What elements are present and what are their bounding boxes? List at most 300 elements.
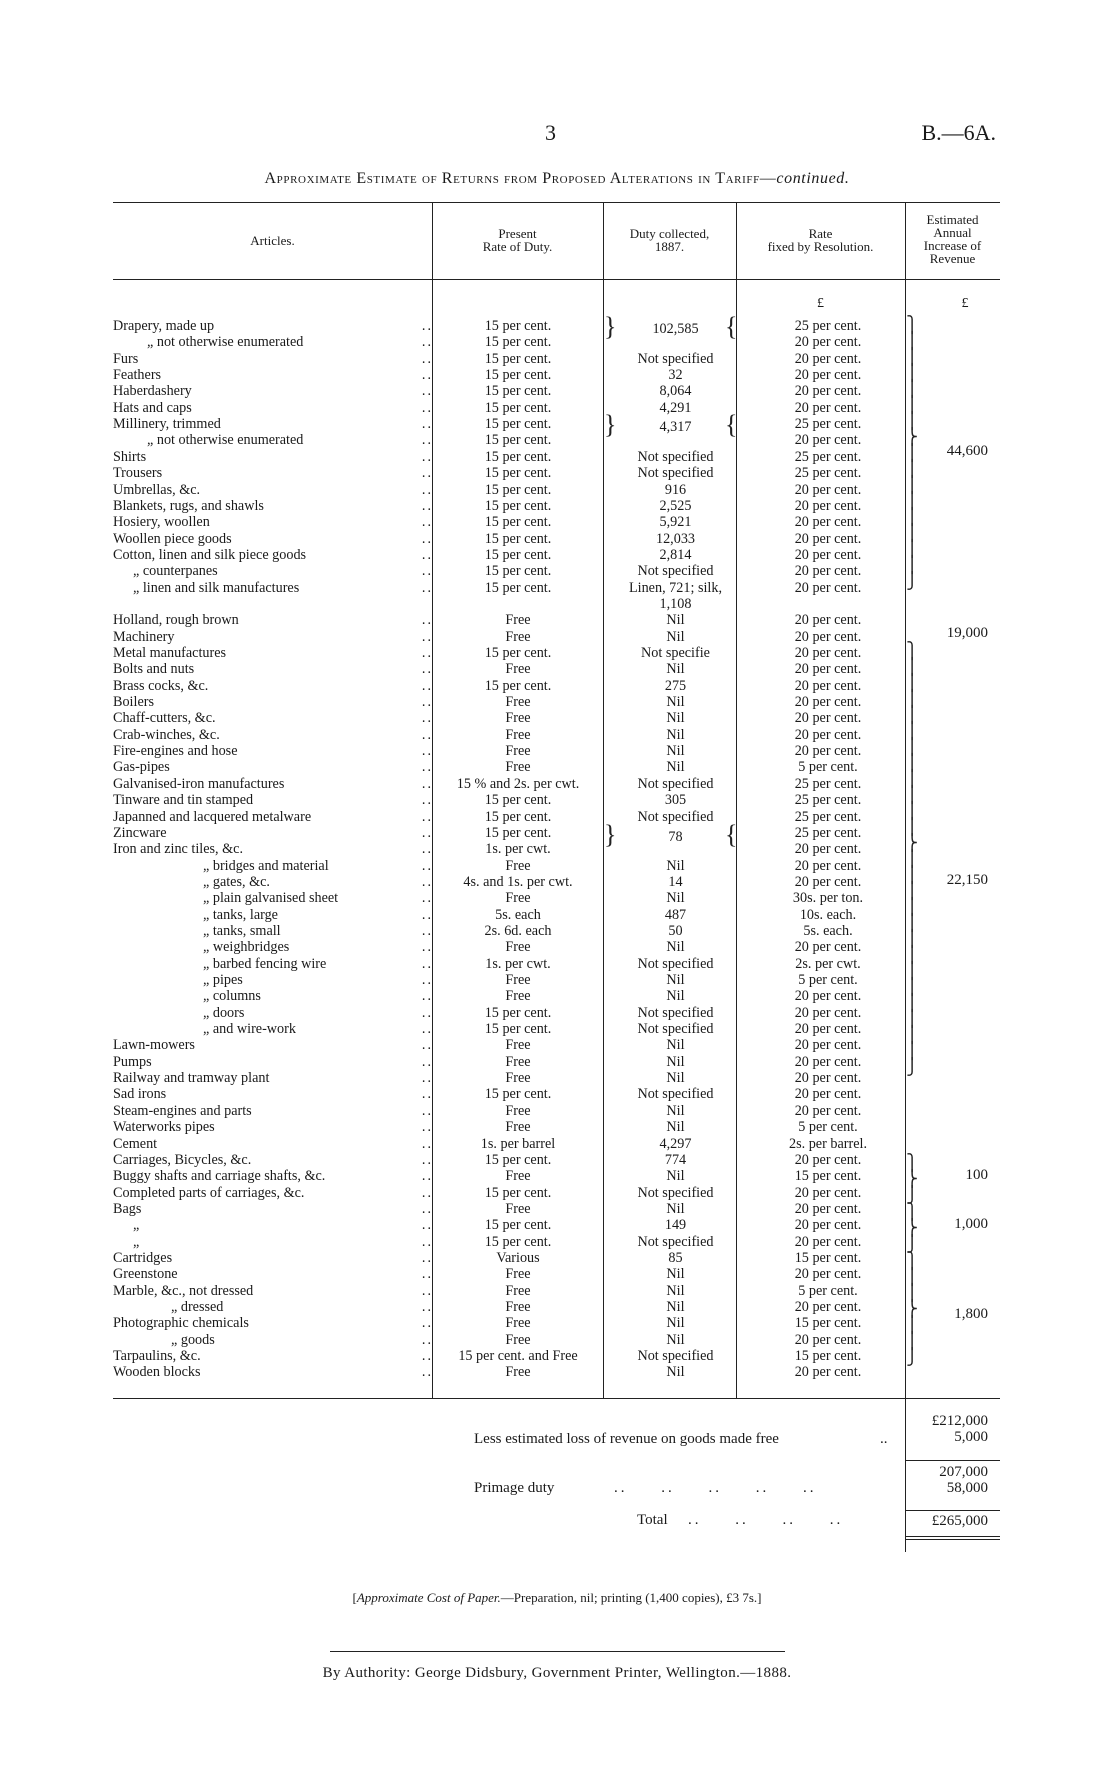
resolution-rate: 25 per cent. [794,465,862,482]
present-rate: 15 per cent. [484,1184,552,1201]
resolution-rate: 20 per cent. [794,546,862,563]
article-name: Umbrellas, &c. [113,481,201,498]
article-name: „ gates, &c. [203,873,270,890]
table-row [113,531,997,547]
resolution-rate: 20 per cent. [794,873,862,890]
present-rate: Free [505,1266,531,1283]
brace-est-5: ⎫ ⎪ ⎪ ⎬ ⎪ ⎪ ⎭ [906,1253,918,1366]
table-row [113,596,997,612]
duty-collected: Not specified [637,350,714,367]
table-row [113,1234,997,1250]
leader-dots: .. [421,661,433,678]
leader-dots: .. [421,922,433,939]
resolution-rate: 5 per cent. [798,1282,858,1299]
present-rate: Free [505,1168,531,1185]
present-rate: 15 per cent. [484,1233,552,1250]
header-present-1: Present [498,226,537,241]
present-rate: Free [505,726,531,743]
present-rate: 15 per cent. [484,808,552,825]
cost-label: Approximate Cost of Paper. [356,1590,501,1605]
article-name: Galvanised-iron manufactures [113,775,285,792]
leader-dots: .. [421,710,433,727]
total-dots: .. .. .. .. [688,1512,844,1528]
duty-collected: Nil [666,628,685,645]
table-row [113,383,997,399]
leader-dots: .. [421,1168,433,1185]
resolution-rate: 20 per cent. [794,710,862,727]
duty-collected: 5,921 [659,514,692,531]
duty-collected: Nil [666,890,685,907]
estimate-holland-machinery: 19,000 [946,625,988,641]
primage-dots: .. .. .. .. .. [614,1480,817,1496]
leader-dots: .. [421,383,433,400]
present-rate: 5s. each [495,906,541,923]
present-rate: Free [505,694,531,711]
resolution-rate: 20 per cent. [794,1364,862,1381]
article-name: Marble, &c., not dressed [113,1282,254,1299]
resolution-rate: 20 per cent. [794,579,862,596]
table-row [113,792,997,808]
page-number: 3 [545,120,556,145]
leader-dots: .. [421,497,433,514]
table-row [113,449,997,465]
resolution-rate: 20 per cent. [794,1233,862,1250]
table-row [113,1119,997,1135]
leader-dots: .. [421,1119,433,1136]
leader-dots: .. [421,448,433,465]
resolution-rate: 20 per cent. [794,1070,862,1087]
table-row [113,972,997,988]
resolution-rate: 15 per cent. [794,1249,862,1266]
duty-collected: 4,291 [659,399,692,416]
table-row [113,1021,997,1037]
leader-dots: .. [421,1233,433,1250]
leader-dots: .. [421,416,433,433]
present-rate: Free [505,972,531,988]
resolution-rate: 20 per cent. [794,1331,862,1348]
leader-dots: .. [421,939,433,956]
duty-collected: 8,064 [659,383,692,400]
header-est-3: Increase of [923,238,982,253]
article-name: Zincware [113,824,167,841]
present-rate: 15 per cent. [484,1151,552,1168]
present-rate: Free [505,759,531,776]
header-est-2: Annual [933,225,972,240]
duty-collected: Nil [666,972,685,988]
duty-collected: Nil [666,1070,685,1087]
resolution-rate: 20 per cent. [794,399,862,416]
present-rate: Free [505,612,531,629]
resolution-rate: 20 per cent. [794,563,862,580]
article-name: Railway and tramway plant [113,1070,270,1087]
total-rule-2 [905,1539,1000,1540]
resolution-rate: 15 per cent. [794,1315,862,1332]
duty-collected: Nil [666,939,685,956]
leader-dots: .. [421,1299,433,1315]
leader-dots: .. [421,694,433,711]
leader-dots: .. [421,1282,433,1299]
table-row [113,1086,997,1102]
estimate-carriage-parts: 100 [965,1167,988,1183]
leader-dots: .. [421,432,433,449]
resolution-rate: 20 per cent. [794,677,862,694]
duty-collected: Not specified [637,1233,714,1250]
article-name: Completed parts of carriages, &c. [113,1184,305,1201]
duty-collected: 32 [668,367,683,384]
present-rate: 15 per cent. [484,546,552,563]
leader-dots: .. [421,1070,433,1087]
leader-dots: .. [421,873,433,890]
cost-text: —Preparation, nil; printing (1,400 copies), £3 7s. [500,1590,758,1605]
duty-collected: Nil [666,1364,685,1381]
present-rate: 15 per cent. [484,563,552,580]
leader-dots: .. [421,890,433,907]
brace-duty-2b: { [725,410,738,439]
estimate-bags: 1,000 [954,1216,988,1232]
brace-duty-1b: { [725,312,738,341]
table-row [113,809,997,825]
brace-est-1: ⎫ ⎪ ⎪ ⎪ ⎪ ⎪ ⎪ ⎬ ⎪ ⎪ ⎪ ⎪ ⎪ ⎪ ⎪ ⎪ ⎭ [906,317,918,590]
article-name: „ goods [171,1331,215,1348]
leader-dots: .. [421,530,433,547]
leader-dots: .. [421,612,433,629]
duty-collected: 85 [668,1249,683,1266]
duty-collected: 12,033 [655,530,695,547]
leader-dots: .. [421,1021,433,1038]
table-row [113,563,997,579]
brace-duty-2: } [604,410,617,439]
leader-dots: .. [421,1135,433,1152]
duty-collected: Nil [666,1053,685,1070]
duty-collected: Linen, 721; silk, [628,579,722,596]
present-rate: 15 per cent. [484,1021,552,1038]
article-name: „ weighbridges [203,939,290,956]
resolution-rate: 20 per cent. [794,988,862,1005]
article-name: „ tanks, large [203,906,278,923]
article-name: „ linen and silk manufactures [133,579,300,596]
present-rate: 15 per cent. [484,1217,552,1234]
leader-dots: .. [421,1086,433,1103]
article-name: Machinery [113,628,175,645]
present-rate: 15 per cent. [484,1004,552,1021]
present-rate: Free [505,1102,531,1119]
header-articles: Articles. [250,233,295,248]
paper-cost-note: [Approximate Cost of Paper.—Preparation, nil; printing (1,400 copies), £3 7s.] [352,1590,762,1605]
resolution-rate: 25 per cent. [794,448,862,465]
article-name: Cartridges [113,1249,173,1266]
leader-dots: .. [421,465,433,482]
article-name: „ tanks, small [203,922,281,939]
leader-dots: .. [421,1331,433,1348]
table-row [113,1332,997,1348]
table-row [113,1054,997,1070]
table-row [113,1201,997,1217]
present-rate: 15 per cent. [484,1086,552,1103]
article-name: Pumps [113,1053,152,1070]
duty-collected: Nil [666,1299,685,1315]
leader-dots: .. [421,1184,433,1201]
leader-dots: .. [421,1037,433,1054]
duty-collected: Nil [666,1282,685,1299]
leader-dots: .. [421,1266,433,1283]
table-row [113,514,997,530]
resolution-rate: 20 per cent. [794,1217,862,1234]
header-duty-1: Duty collected, [629,226,710,241]
duty-collected: Nil [666,1102,685,1119]
resolution-rate: 20 per cent. [794,1184,862,1201]
table-row [113,1168,997,1184]
resolution-rate: 20 per cent. [794,1266,862,1283]
article-name: „ plain galvanised sheet [203,890,339,907]
resolution-rate: 2s. per barrel. [789,1135,867,1152]
article-name: „ bridges and material [203,857,329,874]
table-row [113,1103,997,1119]
leader-dots: .. [421,726,433,743]
article-name: Cement [113,1135,158,1152]
leader-dots: .. [421,988,433,1005]
present-rate: Free [505,743,531,760]
resolution-rate: 2s. per cwt. [795,955,861,972]
resolution-rate: 25 per cent. [794,416,862,433]
article-name: Bolts and nuts [113,661,195,678]
resolution-rate: 20 per cent. [794,841,862,858]
article-name: Greenstone [113,1266,178,1283]
present-rate: Free [505,710,531,727]
grouped-duty-2 [113,419,997,435]
table-row [113,498,997,514]
duty-collected: Nil [666,857,685,874]
resolution-rate: 20 per cent. [794,1200,862,1217]
article-name: Drapery, made up [113,318,215,334]
duty-collected: Not specified [637,955,714,972]
primage-rule [905,1510,1000,1511]
leader-dots: .. [421,579,433,596]
estimate-metal-group: 22,150 [946,872,988,888]
duty-collected: Nil [666,1331,685,1348]
table-row [113,612,997,628]
brace-duty-3b: { [725,820,738,849]
duty-collected: 487 [664,906,687,923]
table-row [113,858,997,874]
present-rate: Free [505,1200,531,1217]
article-name: Sad irons [113,1086,167,1103]
table-row [113,776,997,792]
table-row [113,694,997,710]
header-present-2: Rate of Duty. [482,239,553,254]
duty-collected: 305 [664,792,687,809]
present-rate: Free [505,1037,531,1054]
present-rate: 15 per cent. [484,824,552,841]
resolution-rate: 20 per cent. [794,1086,862,1103]
resolution-rate: 20 per cent. [794,743,862,760]
duty-collected: Nil [666,1037,685,1054]
table-row [113,759,997,775]
header-duty-2: 1887. [654,239,685,254]
leader-dots: .. [421,514,433,531]
article-name: Steam-engines and parts [113,1102,252,1119]
article-name: „ not otherwise enumerated [147,432,304,449]
article-name: Japanned and lacquered metalware [113,808,312,825]
resolution-rate: 20 per cent. [794,939,862,956]
duty-collected: 1,108 [659,595,692,612]
table-row [113,547,997,563]
net-value: 207,000 [939,1464,988,1480]
resolution-rate: 25 per cent. [794,824,862,841]
resolution-rate: 20 per cent. [794,857,862,874]
resolution-rate: 20 per cent. [794,612,862,629]
present-rate: 15 % and 2s. per cwt. [456,775,580,792]
article-name: Carriages, Bicycles, &c. [113,1151,252,1168]
table-row [113,1364,997,1380]
footer-rule [330,1651,785,1652]
duty-collected: Nil [666,743,685,760]
table-row [113,727,997,743]
table-row [113,678,997,694]
present-rate: Free [505,1119,531,1136]
duty-collected: Nil [666,612,685,629]
resolution-rate: 20 per cent. [794,1299,862,1315]
currency-est: £ [961,296,969,311]
leader-dots: .. [421,792,433,809]
duty-collected: Nil [666,710,685,727]
table-row [113,1005,997,1021]
table-row [113,907,997,923]
present-rate: Free [505,939,531,956]
present-rate: 15 per cent. [484,318,552,334]
article-name: „ [133,1233,140,1250]
present-rate: Free [505,1364,531,1381]
grouped-duty-3 [113,829,997,845]
table-row [113,1348,997,1364]
resolution-rate: 5 per cent. [798,759,858,776]
resolution-rate: 20 per cent. [794,530,862,547]
article-name: Fire-engines and hose [113,743,238,760]
resolution-rate: 20 per cent. [794,628,862,645]
resolution-rate: 5 per cent. [798,1119,858,1136]
duty-collected: Not specified [637,775,714,792]
leader-dots: .. [421,318,433,334]
present-rate: Free [505,1282,531,1299]
duty-collected: Nil [666,694,685,711]
present-rate: Free [505,628,531,645]
present-rate: 15 per cent. [484,579,552,596]
article-name: Brass cocks, &c. [113,677,209,694]
page-title [0,170,1114,188]
header-res-1: Rate [808,226,833,241]
article-name: Millinery, trimmed [113,416,221,433]
duty-collected: Not specified [637,808,714,825]
duty-collected: Not specified [637,1086,714,1103]
resolution-rate: 25 per cent. [794,808,862,825]
present-rate: 1s. per cwt. [485,955,551,972]
present-rate: 15 per cent. [484,432,552,449]
resolution-rate: 20 per cent. [794,481,862,498]
article-name: „ dressed [171,1299,224,1315]
article-name: Photographic chemicals [113,1315,249,1332]
present-rate: 15 per cent. [484,399,552,416]
article-name: Bags [113,1200,142,1217]
table-row [113,351,997,367]
table-row [113,1299,997,1315]
resolution-rate: 20 per cent. [794,367,862,384]
present-rate: Free [505,1053,531,1070]
present-rate: 15 per cent. [484,367,552,384]
total-label: Total [637,1512,668,1528]
table-bottom-rule [113,1398,1000,1399]
leader-dots: .. [421,628,433,645]
duty-collected: Not specifie [641,645,710,661]
leader-dots: .. [421,808,433,825]
table-row [113,1037,997,1053]
present-rate: 15 per cent. [484,792,552,809]
table-row [113,629,997,645]
duty-collected: 774 [664,1151,687,1168]
duty-collected: Not specified [637,448,714,465]
article-name: Tinware and tin stamped [113,792,254,809]
article-name: Crab-winches, &c. [113,726,220,743]
leader-dots: .. [421,1364,433,1381]
table-row [113,465,997,481]
present-rate: Free [505,1315,531,1332]
article-name: Gas-pipes [113,759,170,776]
article-name: Woollen piece goods [113,530,232,547]
table-row [113,874,997,890]
article-name: „ doors [203,1004,245,1021]
article-name: Trousers [113,465,163,482]
brace-duty-3: } [604,820,617,849]
present-rate: Free [505,1299,531,1315]
duty-collected: Nil [666,1200,685,1217]
leader-dots: .. [421,857,433,874]
header-present-rate [432,227,603,253]
present-rate: 15 per cent. [484,530,552,547]
present-rate: Free [505,661,531,678]
leader-dots: .. [421,1053,433,1070]
table-row [113,1315,997,1331]
loss-value: 5,000 [954,1429,988,1445]
header-duty-collected [603,227,736,253]
table-row [113,482,997,498]
leader-dots: .. [421,775,433,792]
present-rate: Free [505,890,531,907]
leader-dots: .. [421,841,433,858]
header-resolution-rate [736,227,905,253]
duty-collected: Not specified [637,563,714,580]
present-rate: 15 per cent. [484,497,552,514]
duty-collected: Nil [666,661,685,678]
table-top-rule [113,202,1000,203]
article-name: Lawn-mowers [113,1037,195,1054]
table-row [113,400,997,416]
leader-dots: .. [421,906,433,923]
grouped-duty-value: 78 [668,829,683,845]
article-name: Haberdashery [113,383,192,400]
loss-dots: .. [880,1431,888,1447]
header-est-1: Estimated [926,212,979,227]
resolution-rate: 5 per cent. [798,972,858,988]
table-row [113,645,997,661]
resolution-rate: 20 per cent. [794,432,862,449]
document-code: B.—6A. [921,120,996,145]
present-rate: 2s. 6d. each [484,922,552,939]
article-name: Cotton, linen and silk piece goods [113,546,307,563]
estimate-drapery-group: 44,600 [946,443,988,459]
duty-collected: Not specified [637,465,714,482]
present-rate: 15 per cent. [484,465,552,482]
article-name: Shirts [113,448,147,465]
present-rate: 15 per cent. [484,350,552,367]
article-name: Boilers [113,694,154,711]
